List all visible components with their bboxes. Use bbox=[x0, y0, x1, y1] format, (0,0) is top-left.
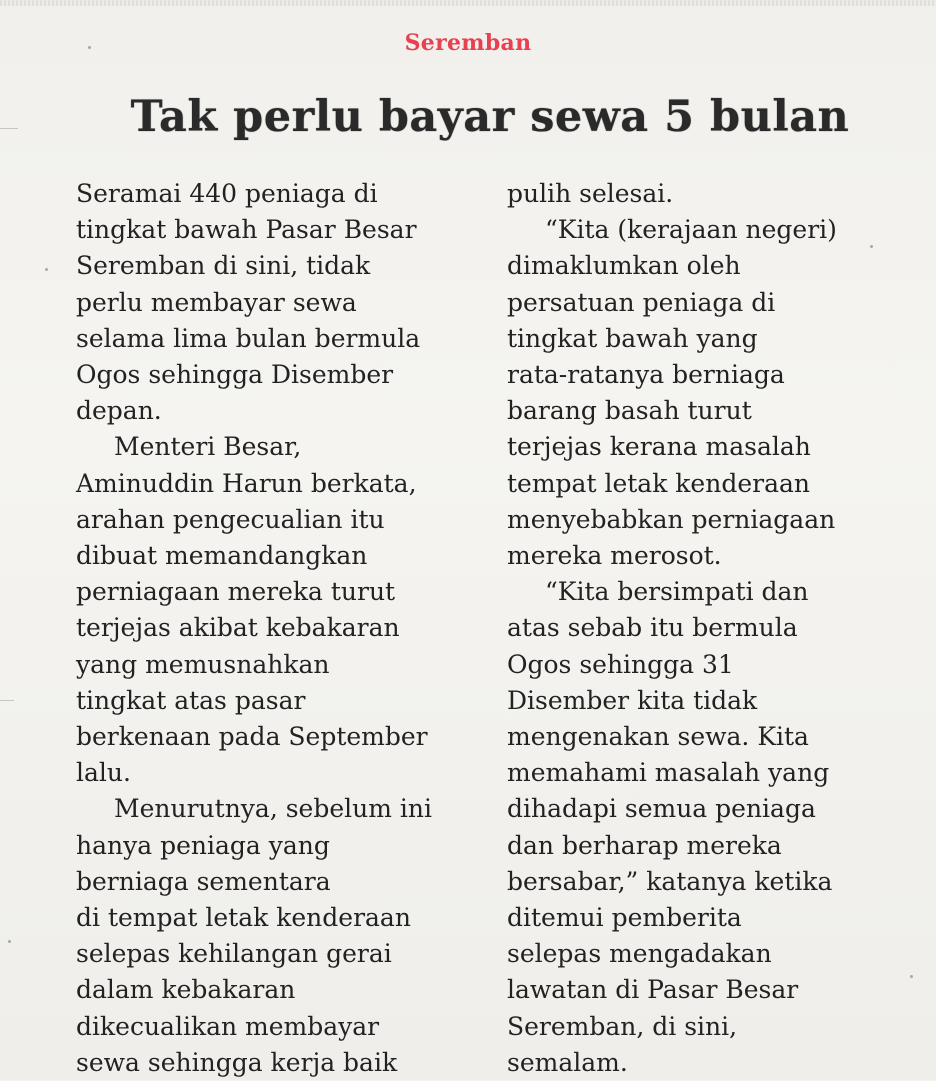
body-line: tingkat atas pasar bbox=[76, 685, 306, 715]
body-line: yang memusnahkan bbox=[76, 649, 330, 679]
body-line: terjejas akibat kebakaran bbox=[76, 613, 400, 643]
body-line: pulih selesai. bbox=[507, 179, 674, 208]
body-line: perniagaan mereka turut bbox=[76, 577, 396, 607]
body-line: berkenaan pada September bbox=[76, 722, 428, 752]
body-line: Ogos sehingga Disember bbox=[76, 360, 394, 390]
body-line: Aminuddin Harun berkata, bbox=[76, 468, 417, 498]
body-line: tempat letak kenderaan bbox=[507, 468, 810, 498]
body-line: terjejas kerana masalah bbox=[507, 432, 811, 462]
article-column-left bbox=[76, 176, 486, 1081]
headline: Tak perlu bayar sewa 5 bulan bbox=[130, 92, 850, 142]
body-line: lawatan di Pasar Besar bbox=[507, 975, 799, 1005]
body-line: selepas mengadakan bbox=[507, 939, 772, 969]
body-line: perlu membayar sewa bbox=[76, 287, 357, 317]
body-line: lalu. bbox=[76, 758, 131, 788]
body-line: dan berharap mereka bbox=[507, 830, 782, 860]
article-column-right bbox=[507, 176, 927, 1081]
print-speck bbox=[88, 46, 91, 49]
body-line: memahami masalah yang bbox=[507, 758, 830, 788]
torn-top-edge bbox=[0, 0, 936, 6]
print-speck bbox=[8, 940, 11, 943]
body-line: “Kita bersimpati dan bbox=[545, 577, 809, 607]
print-smudge bbox=[0, 128, 18, 129]
body-line: menyebabkan perniagaan bbox=[507, 504, 836, 534]
body-line: Seremban di sini, tidak bbox=[76, 251, 371, 281]
body-line: semalam. bbox=[507, 1047, 628, 1077]
body-line: Menurutnya, sebelum ini bbox=[114, 794, 432, 824]
body-line: dibuat memandangkan bbox=[76, 541, 368, 571]
section-label: Seremban bbox=[404, 30, 532, 56]
body-line: bersabar,” katanya ketika bbox=[507, 866, 833, 896]
print-speck bbox=[45, 268, 48, 271]
body-line: dalam kebakaran bbox=[76, 975, 296, 1005]
body-line: barang basah turut bbox=[507, 396, 752, 426]
body-line: mereka merosot. bbox=[507, 541, 722, 571]
body-line: sewa sehingga kerja baik bbox=[76, 1047, 398, 1077]
body-line: hanya peniaga yang bbox=[76, 830, 330, 860]
body-line: Seremban, di sini, bbox=[507, 1011, 738, 1041]
print-smudge bbox=[0, 700, 14, 701]
body-line: tingkat bawah yang bbox=[507, 323, 758, 353]
body-line: selepas kehilangan gerai bbox=[76, 939, 392, 969]
body-line: depan. bbox=[76, 396, 162, 426]
body-line: Seramai 440 peniaga di bbox=[76, 179, 378, 208]
body-line: dikecualikan membayar bbox=[76, 1011, 380, 1041]
body-line: dihadapi semua peniaga bbox=[507, 794, 816, 824]
print-speck bbox=[870, 245, 873, 248]
body-line: dimaklumkan oleh bbox=[507, 251, 741, 281]
body-line: ditemui pemberita bbox=[507, 903, 742, 933]
print-speck bbox=[910, 975, 913, 978]
body-line: di tempat letak kenderaan bbox=[76, 903, 411, 933]
body-line: “Kita (kerajaan negeri) bbox=[545, 215, 837, 245]
body-line: berniaga sementara bbox=[76, 866, 331, 896]
body-line: Menteri Besar, bbox=[114, 432, 302, 462]
body-line: Disember kita tidak bbox=[507, 685, 758, 715]
body-line: atas sebab itu bermula bbox=[507, 613, 798, 643]
body-line: mengenakan sewa. Kita bbox=[507, 722, 809, 752]
body-line: rata-ratanya berniaga bbox=[507, 360, 785, 390]
body-line: tingkat bawah Pasar Besar bbox=[76, 215, 417, 245]
body-line: selama lima bulan bermula bbox=[76, 323, 421, 353]
body-line: persatuan peniaga di bbox=[507, 287, 776, 317]
body-line: Ogos sehingga 31 bbox=[507, 649, 734, 679]
body-line: arahan pengecualian itu bbox=[76, 504, 385, 534]
